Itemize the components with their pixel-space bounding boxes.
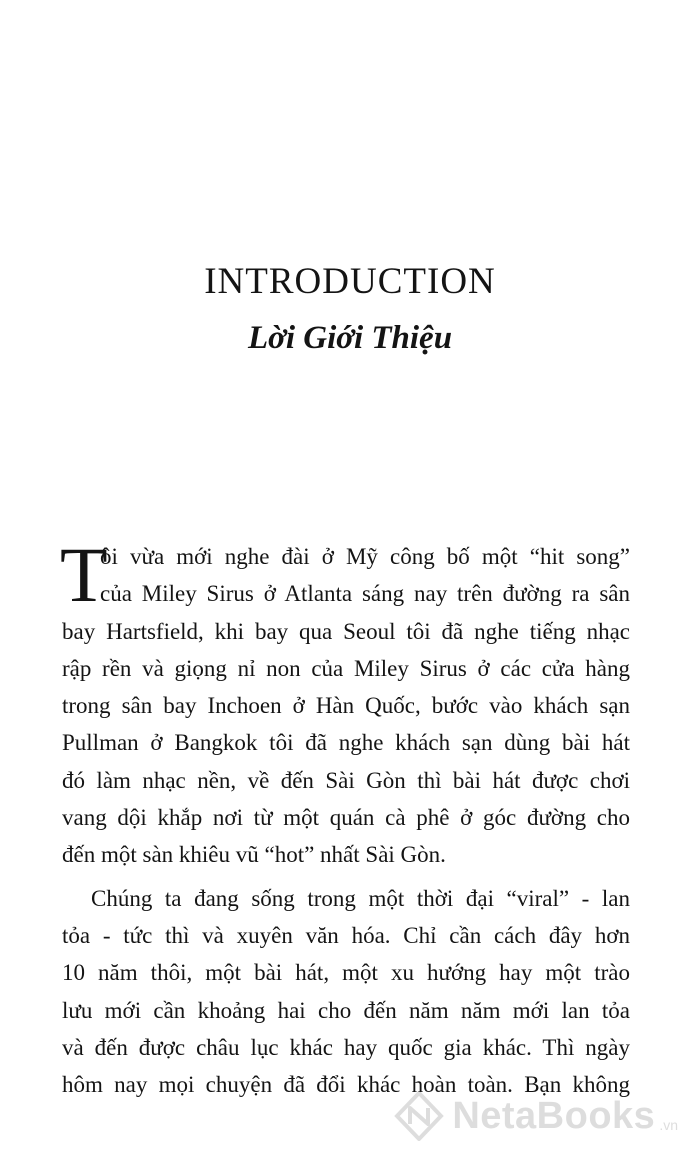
- text-line: vang dội khắp nơi từ một quán cà phê ở góc đường cho: [62, 805, 630, 831]
- paragraph-2: [62, 880, 630, 1104]
- netabooks-logo-icon: [394, 1091, 444, 1141]
- text-line: Pullman ở Bangkok tôi đã nghe khách sạn dùng bài hát: [62, 730, 630, 756]
- page-subtitle: Lời Giới Thiệu: [247, 320, 453, 356]
- text-line: và đến được châu lục khác hay quốc gia khác. Thì ngày: [62, 1034, 630, 1060]
- body-text: [60, 531, 630, 1103]
- drop-cap: T: [60, 531, 108, 618]
- text-line: trong sân bay Inchoen ở Hàn Quốc, bước vào khách sạn: [62, 693, 630, 719]
- text-line: tỏa - tức thì và xuyên văn hóa. Chỉ cần cách đây hơn: [62, 922, 630, 948]
- text-line: lưu mới cần khoảng hai cho đến năm năm mới lan tỏa: [62, 997, 630, 1023]
- text-line: Chúng ta đang sống trong một thời đại “viral” - lan: [91, 885, 630, 911]
- text-line: đó làm nhạc nền, về đến Sài Gòn thì bài hát được chơi: [62, 767, 630, 793]
- watermark-brand: NetaBooks: [452, 1094, 656, 1137]
- text-line: ôi vừa mới nghe đài ở Mỹ công bố một “hit song”: [100, 544, 630, 569]
- watermark: [394, 1091, 678, 1141]
- text-line: của Miley Sirus ở Atlanta sáng nay trên đường ra sân: [100, 581, 630, 607]
- text-line: 10 năm thôi, một bài hát, một xu hướng hay một trào: [62, 960, 630, 986]
- text-line: rập rền và giọng nỉ non của Miley Sirus ở các cửa hàng: [62, 655, 630, 681]
- text-line: hôm nay mọi chuyện đã đổi khác hoàn toàn. Bạn không: [62, 1072, 630, 1098]
- page-title: INTRODUCTION: [204, 261, 496, 302]
- watermark-suffix: .vn: [659, 1117, 678, 1133]
- text-line: bay Hartsfield, khi bay qua Seoul tôi đã nghe tiếng nhạc: [62, 618, 630, 644]
- text-line: đến một sàn khiêu vũ “hot” nhất Sài Gòn.: [62, 842, 446, 868]
- paragraph-1: [60, 531, 630, 874]
